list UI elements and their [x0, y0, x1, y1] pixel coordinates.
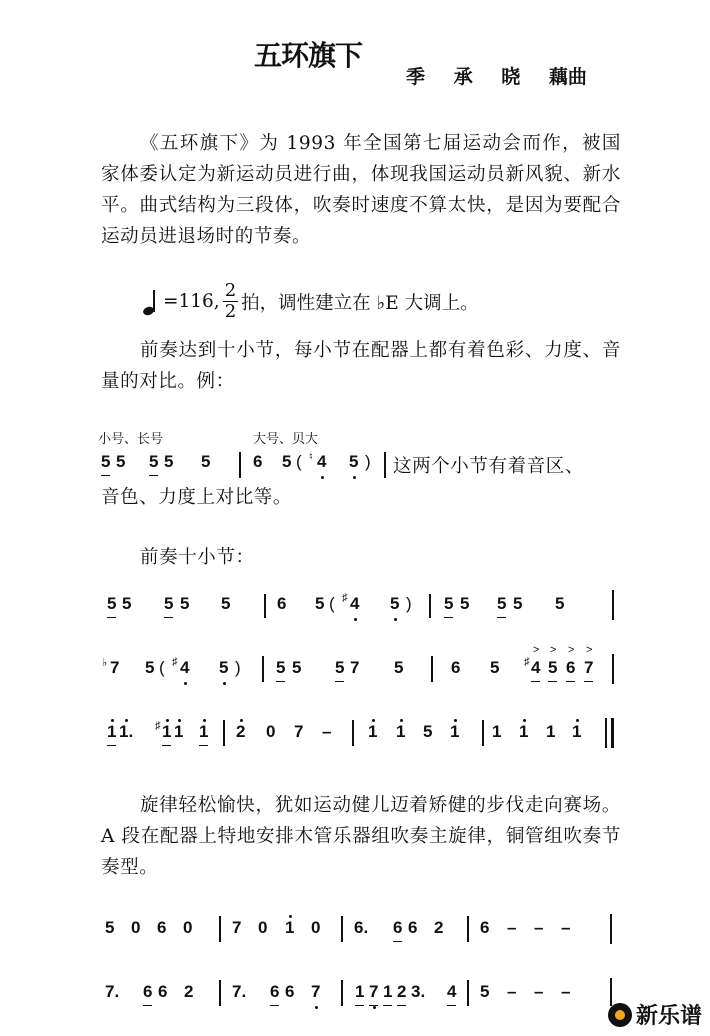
prelude-heading: 前奏十小节： — [140, 547, 255, 568]
prelude-score-line-2: ♭ 7 5 ( ♯ 4 5 ) 5 5 5 7 5 6 5 ♯ > 4 > 5 > 6 > 7 — [0, 658, 710, 688]
quarter-note-icon — [143, 289, 161, 315]
key-text: 拍，调性建立在 ♭E 大调上。 — [241, 292, 479, 314]
tempo-bpm: =116, — [163, 291, 220, 312]
vinyl-record-icon — [608, 1003, 632, 1027]
example-text-2: 音色、力度上对比等。 — [101, 487, 293, 508]
watermark-logo — [608, 999, 702, 1030]
composer-credit: 季 承 晓 藕曲 — [406, 66, 587, 88]
melody-paragraph: 旋律轻松愉快，犹如运动健儿迈着矫健的步伐走向赛场。A 段在配器上特地安排木管乐器组吹奏主旋律，铜管组吹奏节奏型。 — [101, 795, 621, 878]
instrument-label-2: 大号、贝大 — [253, 432, 319, 447]
tempo-line — [143, 281, 479, 322]
prelude-score-line-3: 1 1. ♯ 1 1 1 2 0 7 – 1 1 5 1 1 1 1 1 — [0, 722, 710, 752]
piece-title: 五环旗下 — [254, 39, 363, 72]
intro-paragraph: 《五环旗下》为 1993 年全国第七届运动会而作，被国家体委认定为新运动员进行曲，体现我国运动员新风貌、新水平。曲式结构为三段体，吹奏时速度不算太快，是因为要配合运动员进退场时的节奏。 — [101, 133, 621, 247]
example-text: 这两个小节有着音区、 — [393, 456, 585, 477]
instrument-label-1: 小号、长号 — [98, 432, 164, 447]
a-section-score-line-2: 7. 6 6 2 7. 6 6 7 1 7 1 2 3. 4 5 – – – — [0, 982, 710, 1012]
example-score: 5 5 5 5 5 6 5 ( ♮ 4 5 ) — [0, 452, 710, 482]
prelude-paragraph: 前奏达到十小节，每小节在配器上都有着色彩、力度、音量的对比。例： — [101, 340, 621, 392]
prelude-score-line-1: 5 5 5 5 5 6 5 ( ♯ 4 5 ) 5 5 5 5 5 — [0, 594, 710, 624]
watermark-text: 新乐谱 — [635, 1004, 702, 1029]
a-section-score-line-1: 5 0 6 0 7 0 1 0 6. 6 6 2 6 – – – — [0, 918, 710, 948]
time-signature: $\frac{2}{2}$ — [224, 280, 237, 322]
